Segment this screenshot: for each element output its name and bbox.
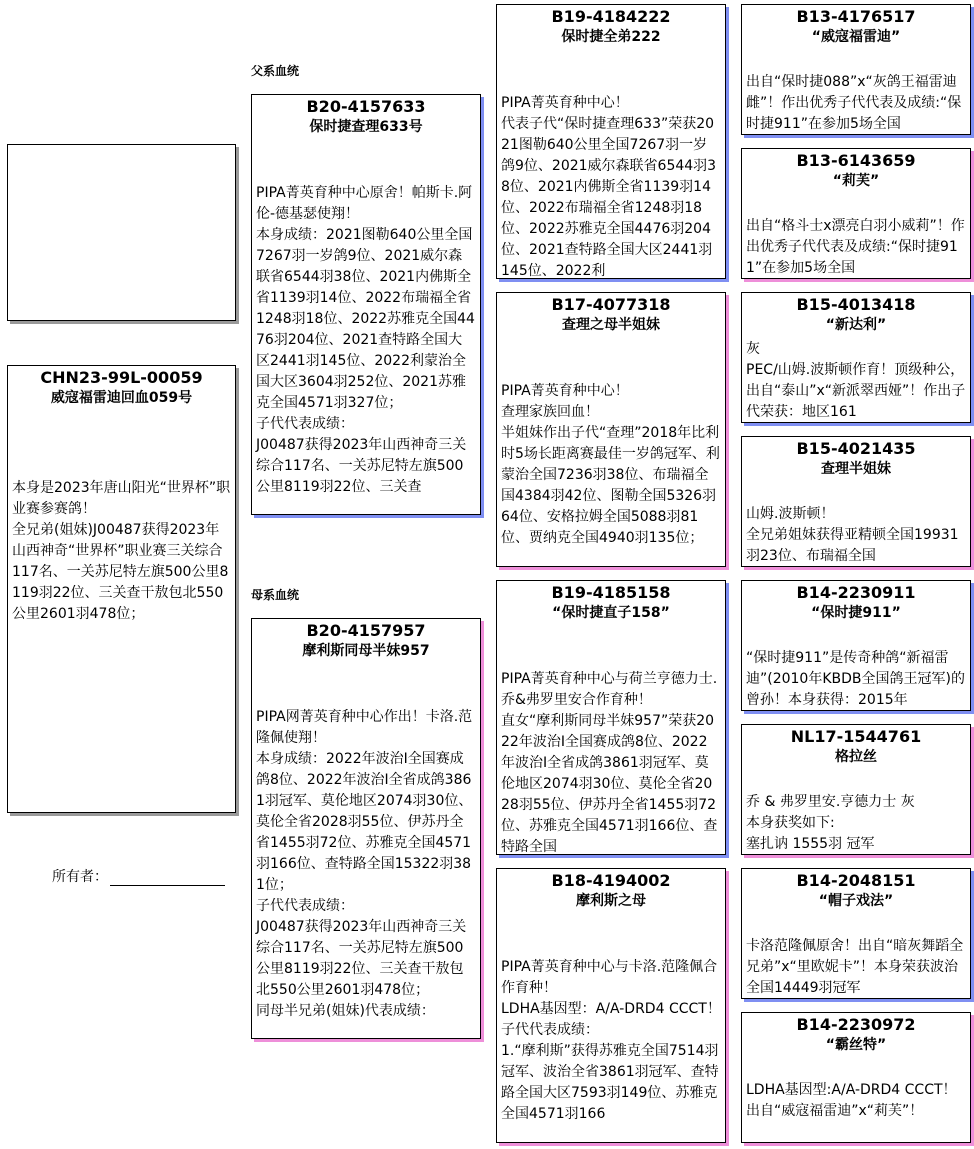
gen4-ring-number: B15-4013418 (796, 295, 916, 314)
sire-name: 保时捷查理633号 (309, 119, 423, 135)
gen4-ring-number: B14-2048151 (796, 871, 916, 890)
gen4-name: 格拉丝 (835, 749, 877, 765)
gen4-description: 山姆.波斯顿！ 全兄弟姐妹获得亚精顿全国19931羽23位、布瑞福全国 (746, 506, 959, 564)
gen4-name: “霸丝特” (825, 1037, 887, 1053)
gen3-ring-number: B19-4185158 (551, 583, 671, 602)
gen4-card-1 (741, 4, 971, 135)
gen4-ring-number: B13-6143659 (796, 151, 916, 170)
gen3-name: 摩利斯之母 (576, 893, 646, 909)
gen4-description: “保时捷911”是传奇种鸽“新福雷迪”(2010年KBDB全国鸽王冠军)的曾孙！本身获得：2015年 (746, 650, 965, 708)
subject-name: 威寇福雷迪回血059号 (50, 390, 193, 406)
gen3-description: PIPA菁英育种中心！ 代表子代“保时捷查理633”荣获2021图勒640公里全国7267羽一岁鸽9位、2021威尔森联省6544羽38位、2021内佛斯全省1139羽14位、2022布瑞福全省1248羽18位、2022苏雅克全国4476羽204位、2021查特路全国大区2441羽145位、2022利 (501, 95, 717, 279)
gen4-ring-number: B14-2230911 (796, 583, 916, 602)
owner-field (52, 866, 225, 886)
gen4-description: LDHA基因型:A/A-DRD4 CCCT！ 出自“威寇福雷迪”x“莉芙”！ (746, 1082, 957, 1119)
gen4-name: “莉芙” (832, 173, 880, 189)
owner-label: 所有者： (52, 869, 108, 885)
dam-ring-number: B20-4157957 (306, 621, 426, 640)
gen3-description: PIPA菁英育种中心与荷兰亨德力士.乔&弗罗里安合作育种！ 直女“摩利斯同母半妹957”荣获2022年波治I全国赛成鸽8位、2022年波治I全省成鸽3861羽冠军、莫伦地区2074羽30位、莫伦全省2028羽55位、伊苏丹全省1455羽72位、苏雅克全国4571羽166位、查特路全国 (501, 671, 718, 855)
gen4-ring-number: B13-4176517 (796, 7, 916, 26)
gen4-description: 灰 PEC/山姆.波斯顿作育！顶级种公，出自“泰山”x“新派翠西娅”！作出子代荣获：地区161 (746, 341, 966, 420)
subject-description: 本身是2023年唐山阳光“世界杯”职业赛参赛鸽！ 全兄弟(姐妹)J00487获得2023年山西神奇“世界杯”职业赛三关综合117名、一关苏尼特左旗500公里8119羽22位、三关查干敖包北550公里2601羽478位； (12, 480, 231, 622)
gen3-name: “保时捷直子158” (552, 605, 670, 621)
pigeon-photo-frame (7, 144, 236, 321)
dam-description: PIPA网菁英育种中心作出！卡洛.范隆佩使翔！ 本身成绩：2022年波治I全国赛成鸽8位、2022年波治I全省成鸽3861羽冠军、莫伦地区2074羽30位、莫伦全省2028羽55位、伊苏丹全省1455羽72位、苏雅克全国4571羽166位、查特路全国15322羽381位； 子代代表成绩： J00487获得2023年山西神奇三关综合117名、一关苏尼特左旗500公里8119羽22位、三关查干敖包北550公里2601羽478位； 同母半兄弟(姐妹)代表成绩： (256, 709, 473, 1019)
gen4-description: 卡洛范隆佩原舍！出自“暗灰舞蹈全兄弟”x“里欧妮卡”！本身荣获波治全国14449羽冠军 (746, 938, 964, 996)
gen3-name: 查理之母半姐妹 (562, 317, 660, 333)
gen4-description: 乔 & 弗罗里安.亨德力士 灰 本身获奖如下: 塞扎讷 1555羽 冠军 (746, 794, 915, 852)
gen3-name: 保时捷全弟222 (561, 29, 661, 45)
gen3-description: PIPA菁英育种中心！ 查理家族回血！ 半姐妹作出子代“查理”2018年比利时5场长距离赛最佳一岁鸽冠军、利蒙治全国7236羽38位、布瑞福全国4384羽42位、图勒全国5326羽64位、安格拉姆全国5088羽81位、贾纳克全国4940羽135位； (501, 383, 720, 546)
gen4-name: “威寇福雷迪” (811, 29, 901, 45)
gen4-card-4 (741, 436, 971, 567)
dam-card (251, 618, 481, 1039)
owner-signature-line (110, 869, 225, 886)
gen3-ring-number: B19-4184222 (551, 7, 671, 26)
gen3-ring-number: B17-4077318 (551, 295, 671, 314)
dam-dam-card (496, 868, 726, 1143)
gen4-description: 出自“格斗士x漂亮白羽小威莉”！作出优秀子代代表及成绩:“保时捷911”在参加5场全国 (746, 218, 965, 276)
sire-sire-card (496, 4, 726, 279)
gen4-ring-number: NL17-1544761 (790, 727, 922, 746)
dam-sire-card (496, 580, 726, 855)
gen4-card-6 (741, 724, 971, 855)
sire-description: PIPA菁英育种中心原舍！帕斯卡.阿伦-德基瑟使翔！ 本身成绩：2021图勒640公里全国7267羽一岁鸽9位、2021威尔森联省6544羽38位、2021内佛斯全省1139羽14位、2022布瑞福全省1248羽18位、2022苏雅克全国4476羽204位、2021查特路全国大区2441羽145位、2022利蒙治全国大区3604羽252位、2021苏雅克全国4571羽327位； 子代代表成绩： J00487获得2023年山西神奇三关综合117名、一关苏尼特左旗500公里8119羽22位、三关查 (256, 185, 475, 495)
gen4-name: 查理半姐妹 (821, 461, 891, 477)
gen4-name: “保时捷911” (811, 605, 901, 621)
gen4-ring-number: B15-4021435 (796, 439, 916, 458)
subject-ring-number: CHN23-99L-00059 (40, 368, 203, 387)
gen4-card-5 (741, 580, 971, 711)
gen3-ring-number: B18-4194002 (551, 871, 671, 890)
gen4-name: “帽子戏法” (818, 893, 894, 909)
gen4-ring-number: B14-2230972 (796, 1015, 916, 1034)
gen4-card-3 (741, 292, 971, 423)
gen4-name: “新达利” (825, 317, 887, 333)
sire-dam-card (496, 292, 726, 567)
gen4-card-8 (741, 1012, 971, 1143)
dam-name: 摩利斯同母半妹957 (302, 643, 430, 659)
gen3-description: PIPA菁英育种中心与卡洛.范隆佩合作育种！ LDHA基因型：A/A-DRD4 CCCT！ 子代代表成绩： 1.“摩利斯”获得苏雅克全国7514羽冠军、波治全省3861羽冠军、查特路全国大区7593羽149位、苏雅克全国4571羽166 (501, 959, 721, 1122)
sire-side-label: 父系血统 (251, 64, 300, 78)
sire-ring-number: B20-4157633 (306, 97, 426, 116)
sire-card (251, 94, 481, 515)
gen4-card-7 (741, 868, 971, 999)
subject-card (7, 365, 236, 813)
gen4-card-2 (741, 148, 971, 279)
dam-side-label: 母系血统 (251, 588, 300, 602)
gen4-description: 出自“保时捷088”x“灰鸽王福雷迪雌”！作出优秀子代代表及成绩:“保时捷911”在参加5场全国 (746, 74, 962, 132)
